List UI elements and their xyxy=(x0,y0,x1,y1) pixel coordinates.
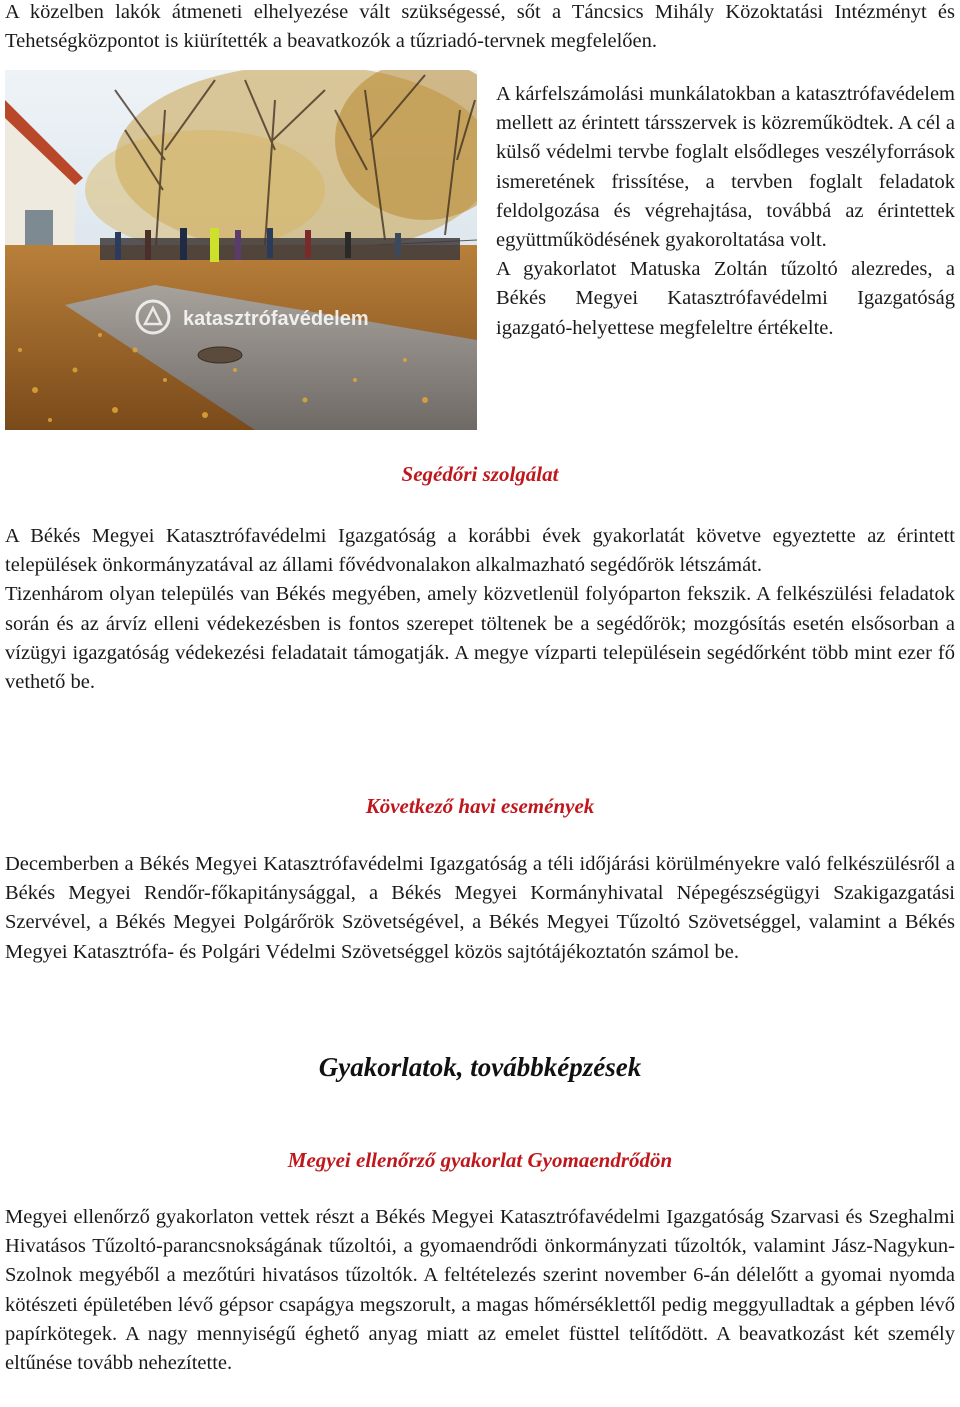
photo-watermark: katasztrófavédelem xyxy=(183,308,369,330)
side-paragraph-2: A gyakorlatot Matuska Zoltán tűzoltó alezredes, a Békés Megyei Katasztrófavédelmi Igazgatóság igazgató-helyettese megfeleltre értékelte. xyxy=(496,258,955,339)
segedor-paragraph-2: Tizenhárom olyan település van Békés megyében, amely közvetlenül folyóparton fekszik. A felkészülési feladatok során és az árvíz elleni védekezésben is fontos szerepet töltenek be a segédőrök; mozgósítás esetén elsősorban a vízügyi igazgatóság védekezési feladatait támogatják. A megye vízparti településein segédőrként több mint ezer fő vethető be. xyxy=(5,583,955,694)
figure-row xyxy=(5,70,955,430)
side-text-column xyxy=(496,80,955,343)
heading-segedori-szolgalat: Segédőri szolgálat xyxy=(401,462,559,486)
gyakorlatok-paragraph-1: Megyei ellenőrző gyakorlaton vettek részt a Békés Megyei Katasztrófavédelmi Igazgatóság Szarvasi és Szeghalmi Hivatásos Tűzoltó-parancsnokságának tűzoltói, a gyomaendrődi önkormányzati tűzoltók, valamint Jász-Nagykun-Szolnok megyéből a mezőtúri hivatásos tűzoltók. A feltételezés szerint november 6-án délelőtt a gyomai nyomda kötészeti épületében lévő gépsor csapágya megszorult, a magas hőmérséklettől pedig meggyulladtak a gépben lévő papírkötegek. A nagy mennyiségű éghető anyag miatt az emelet füsttel telítődött. A beavatkozást két személy eltűnése tovább nehezítette. xyxy=(5,1206,955,1375)
segedor-paragraph-1: A Békés Megyei Katasztrófavédelmi Igazgatóság a korábbi évek gyakorlatát követve egyeztette az érintett települések önkormányzatával az állami fővédvonalakon alkalmazható segédőrök létszámát. xyxy=(5,525,955,577)
evacuation-photo xyxy=(5,70,477,430)
side-paragraph-1: A kárfelszámolási munkálatokban a katasztrófavédelem mellett az érintett társszervek is közreműködtek. A cél a külső védelmi tervbe foglalt elsődleges veszélyforrások ismeretének frissítése, a tervben foglalt feladatok feldolgozása és végrehajtása, továbbá az érintettek együttműködésének gyakoroltatása volt. xyxy=(496,83,955,252)
lead-paragraph: A közelben lakók átmeneti elhelyezése vált szükségessé, sőt a Táncsics Mihály Közoktatási Intézményt és Tehetségközpontot is kiürítették a beavatkozók a tűzriadó-tervnek megfelelően. xyxy=(5,1,955,53)
heading-gyakorlatok-tovabbkepzesek: Gyakorlatok, továbbképzések xyxy=(318,1052,642,1082)
heading-kovetkezo-havi-esemenyek: Következő havi események xyxy=(365,794,595,818)
kovetkezo-section-body xyxy=(5,850,955,967)
gyakorlatok-section-body xyxy=(5,1203,955,1378)
subheading-megyei-ellenorzo-gyakorlat: Megyei ellenőrző gyakorlat Gyomaendrődön xyxy=(287,1148,673,1172)
segedor-section-body xyxy=(5,522,955,697)
kovetkezo-paragraph-1: Decemberben a Békés Megyei Katasztrófavédelmi Igazgatóság a téli időjárási körülményekre való felkészülésről a Békés Megyei Rendőr-főkapitánysággal, a Békés Megyei Kormányhivatal Népegészségügyi Szakigazgatási Szervével, a Békés Megyei Polgárőrök Szövetségével, a Békés Megyei Tűzoltó Szövetséggel, valamint a Békés Megyei Katasztrófa- és Polgári Védelmi Szövetséggel közös sajtótájékoztatón számol be. xyxy=(5,853,955,963)
